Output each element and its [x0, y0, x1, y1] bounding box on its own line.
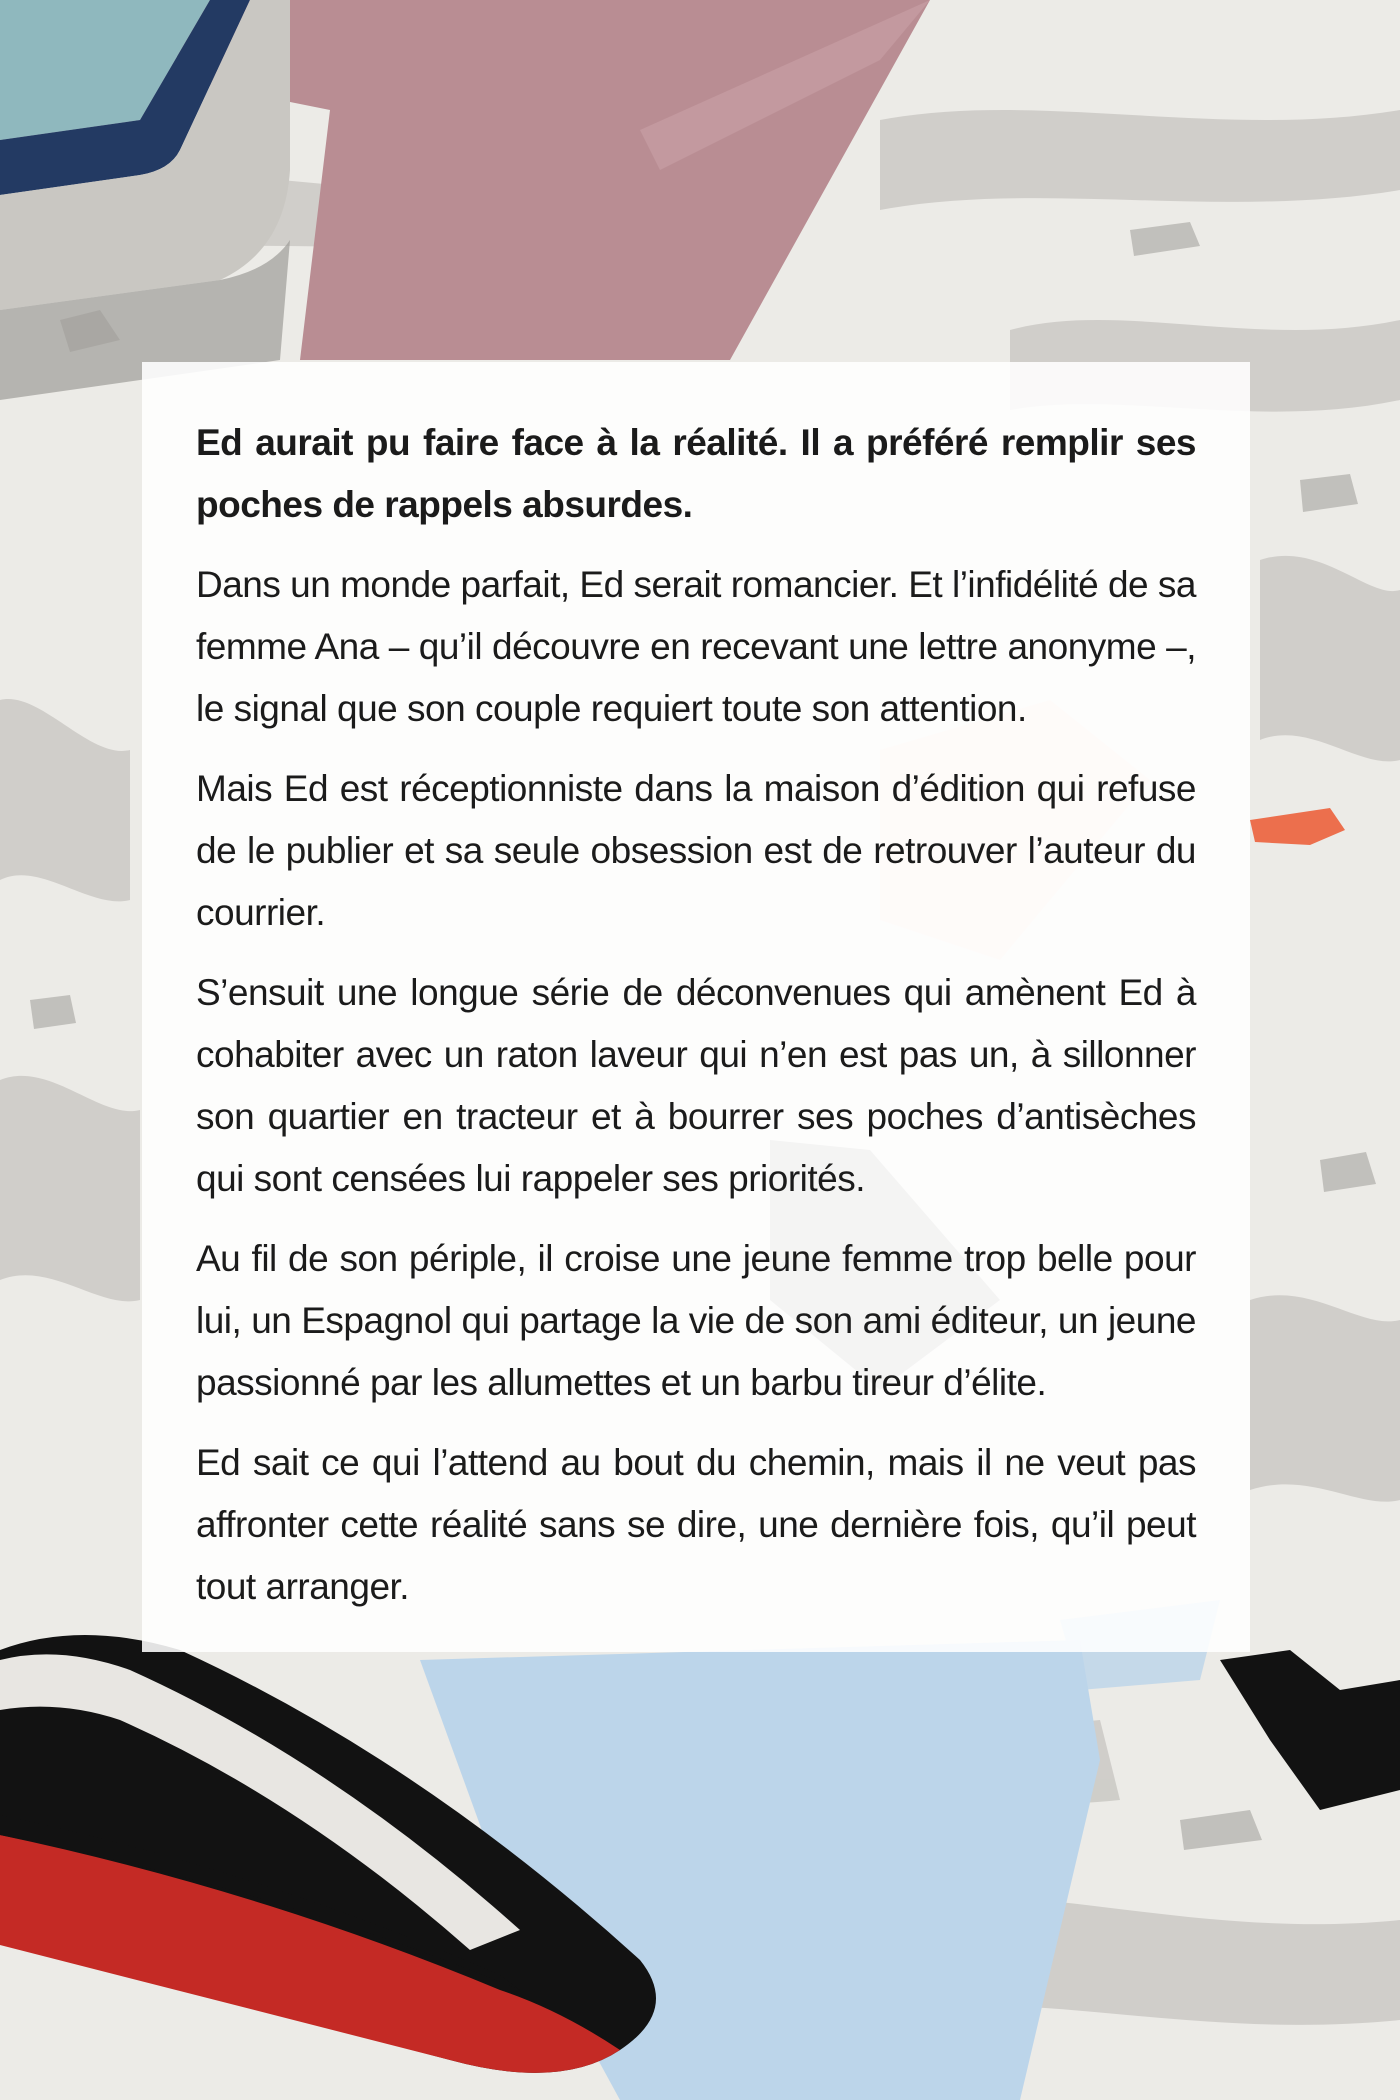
summary-paragraph-3: S’ensuit une longue série de déconvenues qui amènent Ed à cohabiter avec un raton laveur qui n’en est pas un, à sillonner son quartier en tracteur et à bourrer ses poches d’antisèches qui sont censées lui rappeler ses priorités. — [196, 972, 1196, 1199]
summary-paragraph-2: Mais Ed est réceptionniste dans la maison d’édition qui refuse de le publier et sa seule obsession est de retrouver l’auteur du courrier. — [196, 768, 1196, 933]
lead-paragraph: Ed aurait pu faire face à la réalité. Il a préféré remplir ses poches de rappels absurdes. — [196, 422, 1196, 525]
summary-paragraph-1: Dans un monde parfait, Ed serait romancier. Et l’infidélité de sa femme Ana – qu’il découvre en recevant une lettre anonyme –, le signal que son couple requiert toute son attention. — [196, 564, 1196, 729]
summary-paragraph-4: Au fil de son périple, il croise une jeune femme trop belle pour lui, un Espagnol qui partage la vie de son ami éditeur, un jeune passionné par les allumettes et un barbu tireur d’élite. — [196, 1238, 1196, 1403]
back-cover-text-panel — [142, 362, 1250, 1652]
teal-container-shape — [0, 0, 290, 400]
summary-paragraph-5: Ed sait ce qui l’attend au bout du chemin, mais il ne veut pas affronter cette réalité sans se dire, une dernière fois, qu’il peut tout arranger. — [196, 1442, 1196, 1607]
